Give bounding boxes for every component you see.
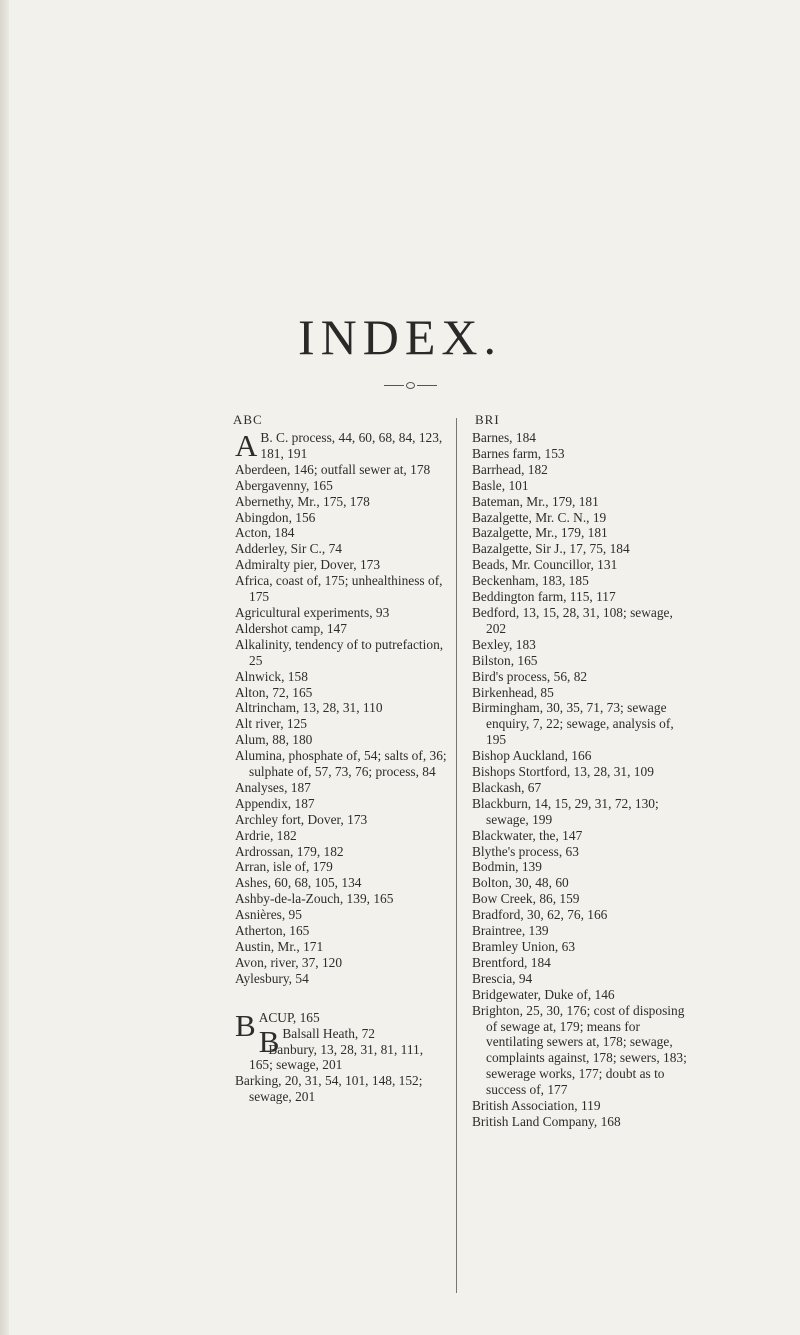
entry-text: Atherton, 165 bbox=[235, 923, 310, 939]
index-entry bbox=[235, 462, 450, 478]
index-entry bbox=[472, 510, 687, 526]
index-entry bbox=[235, 637, 450, 669]
index-entry bbox=[472, 685, 687, 701]
left-column bbox=[235, 430, 450, 1105]
entry-text: Blackwater, the, 147 bbox=[472, 827, 583, 843]
index-entry bbox=[235, 494, 450, 510]
index-entry bbox=[472, 891, 687, 907]
entry-text: Bexley, 183 bbox=[472, 636, 536, 652]
index-entry bbox=[235, 605, 450, 621]
entry-text: Aylesbury, 54 bbox=[235, 970, 309, 986]
entry-text: Blythe's process, 63 bbox=[472, 843, 579, 859]
index-entry bbox=[472, 796, 687, 828]
entry-text: Agricultural experiments, 93 bbox=[235, 604, 390, 620]
index-entry bbox=[472, 700, 687, 748]
entry-text: Altrincham, 13, 28, 31, 110 bbox=[235, 700, 383, 716]
entry-text: Banbury, 13, 28, 31, 81, 111, 165; sewage, 201 bbox=[249, 1041, 424, 1073]
left-column-header: ABC bbox=[233, 412, 263, 427]
index-entry bbox=[472, 780, 687, 796]
page-title: INDEX. bbox=[297, 309, 503, 365]
entry-text: Alton, 72, 165 bbox=[235, 684, 313, 700]
entry-text: Asnières, 95 bbox=[235, 907, 302, 923]
index-entry bbox=[472, 971, 687, 987]
index-entry bbox=[472, 541, 687, 557]
entry-text: Appendix, 187 bbox=[235, 795, 315, 811]
entry-text: Barrhead, 182 bbox=[472, 461, 548, 477]
entry-text: Bramley Union, 63 bbox=[472, 939, 576, 954]
drop-cap-initial: B bbox=[258, 1023, 280, 1059]
index-entry bbox=[235, 716, 450, 732]
index-entry bbox=[235, 541, 450, 557]
entry-text: British Association, 119 bbox=[472, 1098, 601, 1114]
index-entry bbox=[472, 1003, 687, 1098]
index-entry bbox=[472, 987, 687, 1003]
index-entry bbox=[235, 478, 450, 494]
index-entry bbox=[472, 828, 687, 844]
entry-text: British Land Company, 168 bbox=[472, 1113, 621, 1129]
index-entry bbox=[235, 844, 450, 860]
index-entry bbox=[472, 478, 687, 494]
entry-text: Barnes, 184 bbox=[472, 430, 536, 445]
entry-text: Barking, 20, 31, 54, 101, 148, 152; sewage, 201 bbox=[235, 1073, 423, 1105]
index-entry bbox=[235, 669, 450, 685]
index-entry bbox=[235, 621, 450, 637]
entry-text: Bishops Stortford, 13, 28, 31, 109 bbox=[472, 764, 654, 780]
index-entry bbox=[235, 971, 450, 987]
entry-text: Blackash, 67 bbox=[472, 779, 542, 795]
entry-text: Adderley, Sir C., 74 bbox=[235, 541, 342, 557]
index-entry bbox=[472, 557, 687, 573]
entry-text: Austin, Mr., 171 bbox=[235, 939, 324, 954]
entry-text: Bodmin, 139 bbox=[472, 859, 542, 875]
entry-text: Brentford, 184 bbox=[472, 954, 551, 970]
entry-text: Avon, river, 37, 120 bbox=[235, 954, 343, 970]
entry-text: Alt river, 125 bbox=[235, 716, 307, 732]
index-entry bbox=[235, 748, 450, 780]
entries-right bbox=[472, 430, 687, 1130]
entry-text: Ashby-de-la-Zouch, 139, 165 bbox=[235, 891, 394, 907]
entry-text: Bolton, 30, 48, 60 bbox=[472, 875, 569, 891]
index-entry bbox=[235, 796, 450, 812]
entry-text: Bilston, 165 bbox=[472, 652, 538, 668]
entry-text: Alkalinity, tendency of to putrefaction, 25 bbox=[235, 636, 444, 668]
entry-text: Abernethy, Mr., 175, 178 bbox=[235, 493, 370, 509]
entry-text: Alumina, phosphate of, 54; salts of, 36; sulphate of, 57, 73, 76; process, 84 bbox=[235, 748, 447, 780]
index-entry bbox=[472, 1114, 687, 1130]
index-entry bbox=[472, 430, 687, 446]
index-entry bbox=[235, 1073, 450, 1105]
index-entry bbox=[472, 1098, 687, 1114]
index-entry bbox=[472, 494, 687, 510]
entry-text: B. C. process, 44, 60, 68, 84, 123, 181, 191 bbox=[260, 430, 443, 461]
entry-text: Bird's process, 56, 82 bbox=[472, 668, 588, 684]
entry-text: Birmingham, 30, 35, 71, 73; sewage enquiry, 7, 22; sewage, analysis of, 195 bbox=[472, 700, 674, 748]
entry-text: Basle, 101 bbox=[472, 477, 529, 493]
page-edge bbox=[0, 0, 9, 1335]
index-entry bbox=[472, 764, 687, 780]
index-entry bbox=[235, 891, 450, 907]
index-entry bbox=[235, 573, 450, 605]
entries-b bbox=[235, 1007, 450, 1105]
index-entry bbox=[235, 923, 450, 939]
index-entry bbox=[472, 589, 687, 605]
entry-text: Acton, 184 bbox=[235, 525, 295, 541]
index-entry bbox=[472, 525, 687, 541]
index-entry bbox=[235, 685, 450, 701]
entry-text: Alum, 88, 180 bbox=[235, 732, 313, 748]
index-entry bbox=[235, 939, 450, 955]
entry-text: Brighton, 25, 30, 176; cost of disposing of sewage at, 179; means for ventilating sewers at, 178; sewage, complaints against, 178; sewers, 183; sewerage works, 177; doubt as to success of, 177 bbox=[472, 1002, 687, 1098]
entry-text: Bishop Auckland, 166 bbox=[472, 748, 592, 764]
ornament-diamond bbox=[406, 382, 415, 389]
index-entry bbox=[472, 907, 687, 923]
index-entry bbox=[472, 573, 687, 589]
index-entry bbox=[472, 923, 687, 939]
index-entry bbox=[472, 955, 687, 971]
drop-cap-initial: A bbox=[235, 428, 258, 463]
index-entry bbox=[472, 446, 687, 462]
entry-text: Blackburn, 14, 15, 29, 31, 72, 130; sewage, 199 bbox=[472, 795, 659, 827]
entry-text: Abergavenny, 165 bbox=[235, 477, 333, 493]
index-entry bbox=[472, 669, 687, 685]
entry-text: Brescia, 94 bbox=[472, 970, 533, 986]
entry-text: Bateman, Mr., 179, 181 bbox=[472, 493, 599, 509]
entry-text: Beckenham, 183, 185 bbox=[472, 573, 589, 589]
entry-text: Beddington farm, 115, 117 bbox=[472, 589, 616, 605]
entry-text: Archley fort, Dover, 173 bbox=[235, 811, 368, 827]
entry-text: Analyses, 187 bbox=[235, 779, 311, 795]
index-entry bbox=[472, 653, 687, 669]
right-column-header: BRI bbox=[475, 412, 500, 427]
right-column bbox=[472, 430, 687, 1130]
entry-text: Abingdon, 156 bbox=[235, 509, 316, 525]
entry-text: Ashes, 60, 68, 105, 134 bbox=[235, 875, 362, 891]
index-entry bbox=[235, 907, 450, 923]
entry-text: Bradford, 30, 62, 76, 166 bbox=[472, 907, 608, 923]
index-entry bbox=[235, 732, 450, 748]
index-entry bbox=[235, 557, 450, 573]
index-entry bbox=[472, 939, 687, 955]
index-entry bbox=[235, 955, 450, 971]
entries-a bbox=[235, 430, 450, 987]
entry-text: Bridgewater, Duke of, 146 bbox=[472, 986, 615, 1002]
entry-text: Aberdeen, 146; outfall sewer at, 178 bbox=[235, 461, 431, 477]
entry-text: Africa, coast of, 175; unhealthiness of, 175 bbox=[235, 573, 443, 605]
index-entry bbox=[235, 875, 450, 891]
index-entry bbox=[235, 510, 450, 526]
drop-cap-initial: B bbox=[235, 1007, 256, 1043]
index-entry bbox=[235, 525, 450, 541]
entry-text: Barnes farm, 153 bbox=[472, 445, 565, 461]
index-entry bbox=[472, 748, 687, 764]
entry-text: ACUP, 165 bbox=[258, 1009, 320, 1025]
entry-text: Bazalgette, Sir J., 17, 75, 184 bbox=[472, 541, 630, 557]
index-entry bbox=[235, 780, 450, 796]
entry-text: Alnwick, 158 bbox=[235, 668, 308, 684]
index-entry bbox=[235, 859, 450, 875]
index-entry bbox=[472, 462, 687, 478]
entry-text: Bazalgette, Mr. C. N., 19 bbox=[472, 509, 607, 525]
entry-text: Braintree, 139 bbox=[472, 923, 549, 939]
index-entry bbox=[235, 828, 450, 844]
entry-text: Ardrie, 182 bbox=[235, 827, 297, 843]
entry-text: Aldershot camp, 147 bbox=[235, 620, 347, 636]
index-entry bbox=[472, 875, 687, 891]
entry-text: Beads, Mr. Councillor, 131 bbox=[472, 557, 618, 573]
index-entry bbox=[235, 430, 450, 462]
index-entry bbox=[472, 844, 687, 860]
ornament-line-left bbox=[384, 385, 404, 386]
ornament-line-right bbox=[417, 385, 437, 386]
index-entry bbox=[472, 859, 687, 875]
entry-text: Birkenhead, 85 bbox=[472, 684, 554, 700]
section-spacer bbox=[235, 987, 450, 1010]
entry-text: Balsall Heath, 72 bbox=[282, 1025, 375, 1041]
title-ornament bbox=[380, 380, 440, 390]
index-entry bbox=[472, 637, 687, 653]
entry-text: Admiralty pier, Dover, 173 bbox=[235, 557, 381, 573]
entry-text: Bazalgette, Mr., 179, 181 bbox=[472, 525, 608, 541]
index-entry bbox=[235, 812, 450, 828]
column-divider bbox=[456, 418, 457, 1293]
entry-text: Arran, isle of, 179 bbox=[235, 859, 333, 875]
entry-text: Bow Creek, 86, 159 bbox=[472, 891, 580, 907]
index-entry bbox=[235, 700, 450, 716]
index-entry bbox=[472, 605, 687, 637]
entry-text: Bedford, 13, 15, 28, 31, 108; sewage, 202 bbox=[472, 604, 673, 636]
entry-text: Ardrossan, 179, 182 bbox=[235, 843, 344, 859]
